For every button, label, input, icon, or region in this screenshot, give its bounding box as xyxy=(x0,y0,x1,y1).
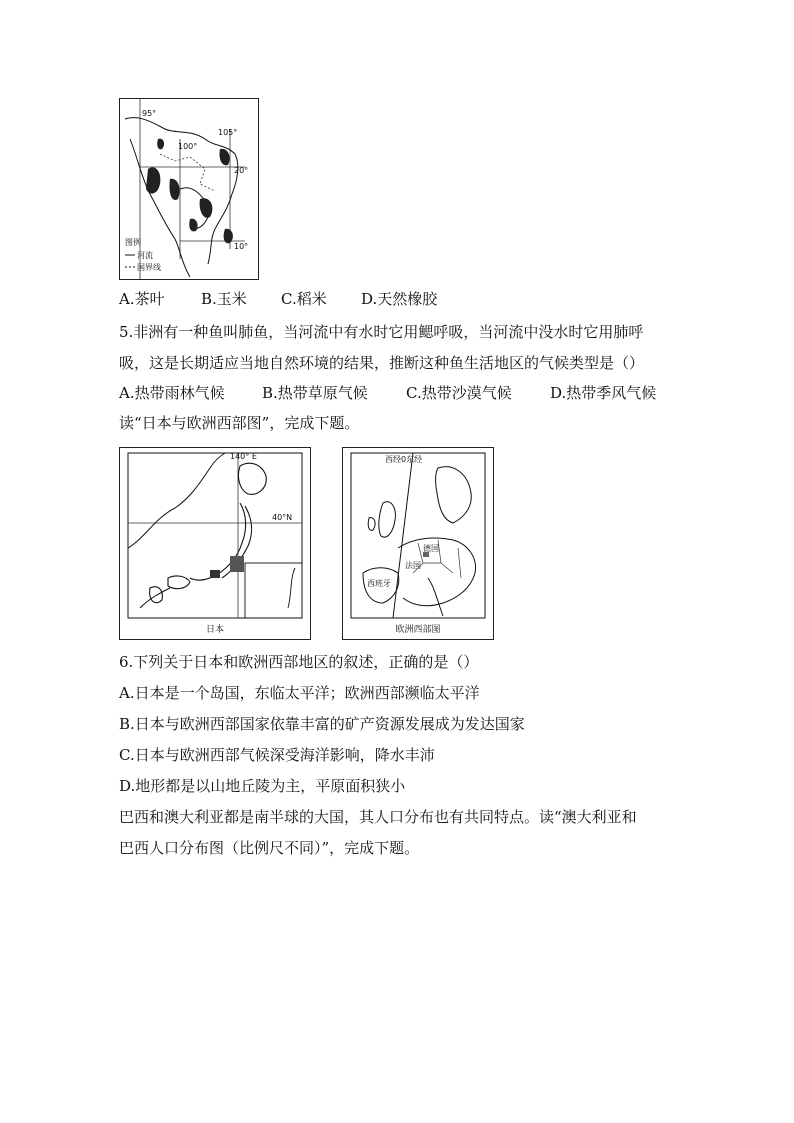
western-europe-map xyxy=(342,447,494,640)
lon-label-95: 95° xyxy=(142,109,157,118)
q4-option-d: D.天然橡胶 xyxy=(361,290,438,308)
q5-option-a: A.热带雨林气候 xyxy=(119,384,225,402)
q5-option-b: B.热带草原气候 xyxy=(262,384,368,402)
q6-option-c: C.日本与欧洲西部气候深受海洋影响，降水丰沛 xyxy=(119,746,435,764)
q4-options xyxy=(119,289,437,309)
japan-lon-label: 140° E xyxy=(230,452,257,461)
lon-label-100: 100° xyxy=(178,142,198,151)
q6-option-b: B.日本与欧洲西部国家依靠丰富的矿产资源发展成为发达国家 xyxy=(119,715,525,733)
q5-option-d: D.热带季风气候 xyxy=(550,384,657,402)
legend-river-label: 河流 xyxy=(137,251,153,260)
intro-japan-europe: 读“日本与欧洲西部图”，完成下题。 xyxy=(119,414,360,432)
europe-meridian-label: 西经0东经 xyxy=(385,455,423,464)
europe-map-caption: 欧洲西部图 xyxy=(395,625,441,635)
intro-brazil-australia-line2: 巴西人口分布图（比例尺不同）”，完成下题。 xyxy=(119,839,420,857)
q6-option-a: A.日本是一个岛国，东临太平洋；欧洲西部濒临太平洋 xyxy=(119,684,480,702)
q4-option-b: B.玉米 xyxy=(201,290,247,308)
europe-country-france: 法国 xyxy=(405,561,421,570)
legend-border-label: 国界线 xyxy=(137,263,161,272)
japan-lat-label: 40°N xyxy=(272,513,293,522)
lat-label-20: 20° xyxy=(234,166,249,175)
q5-options xyxy=(119,383,656,403)
europe-country-germany: 德国 xyxy=(423,544,439,553)
japan-map-caption: 日本 xyxy=(205,625,225,635)
europe-country-spain: 西班牙 xyxy=(367,579,391,588)
intro-brazil-australia-line1: 巴西和澳大利亚都是南半球的大国，其人口分布也有共同特点。读“澳大利亚和 xyxy=(119,808,637,826)
q5-stem-line1: 5.非洲有一种鱼叫肺鱼，当河流中有水时它用鳃呼吸，当河流中没水时它用肺呼 xyxy=(119,323,644,341)
western-europe-map-drawing xyxy=(343,448,493,639)
q6-stem: 6.下列关于日本和欧洲西部地区的叙述，正确的是（） xyxy=(119,653,479,671)
southeast-asia-map-drawing xyxy=(120,99,258,279)
southeast-asia-map xyxy=(119,98,259,280)
lon-label-105: 105° xyxy=(218,128,238,137)
lat-label-10: 10° xyxy=(234,242,249,251)
q6-option-d: D.地形都是以山地丘陵为主，平原面积狭小 xyxy=(119,777,406,795)
japan-map xyxy=(119,447,311,640)
legend-title: 图例 xyxy=(125,238,141,247)
q5-stem-line2: 吸，这是长期适应当地自然环境的结果，推断这种鱼生活地区的气候类型是（） xyxy=(119,354,645,372)
japan-map-drawing xyxy=(120,448,310,639)
q5-option-c: C.热带沙漠气候 xyxy=(406,384,512,402)
q4-option-c: C.稻米 xyxy=(281,290,327,308)
q4-option-a: A.茶叶 xyxy=(119,290,165,308)
